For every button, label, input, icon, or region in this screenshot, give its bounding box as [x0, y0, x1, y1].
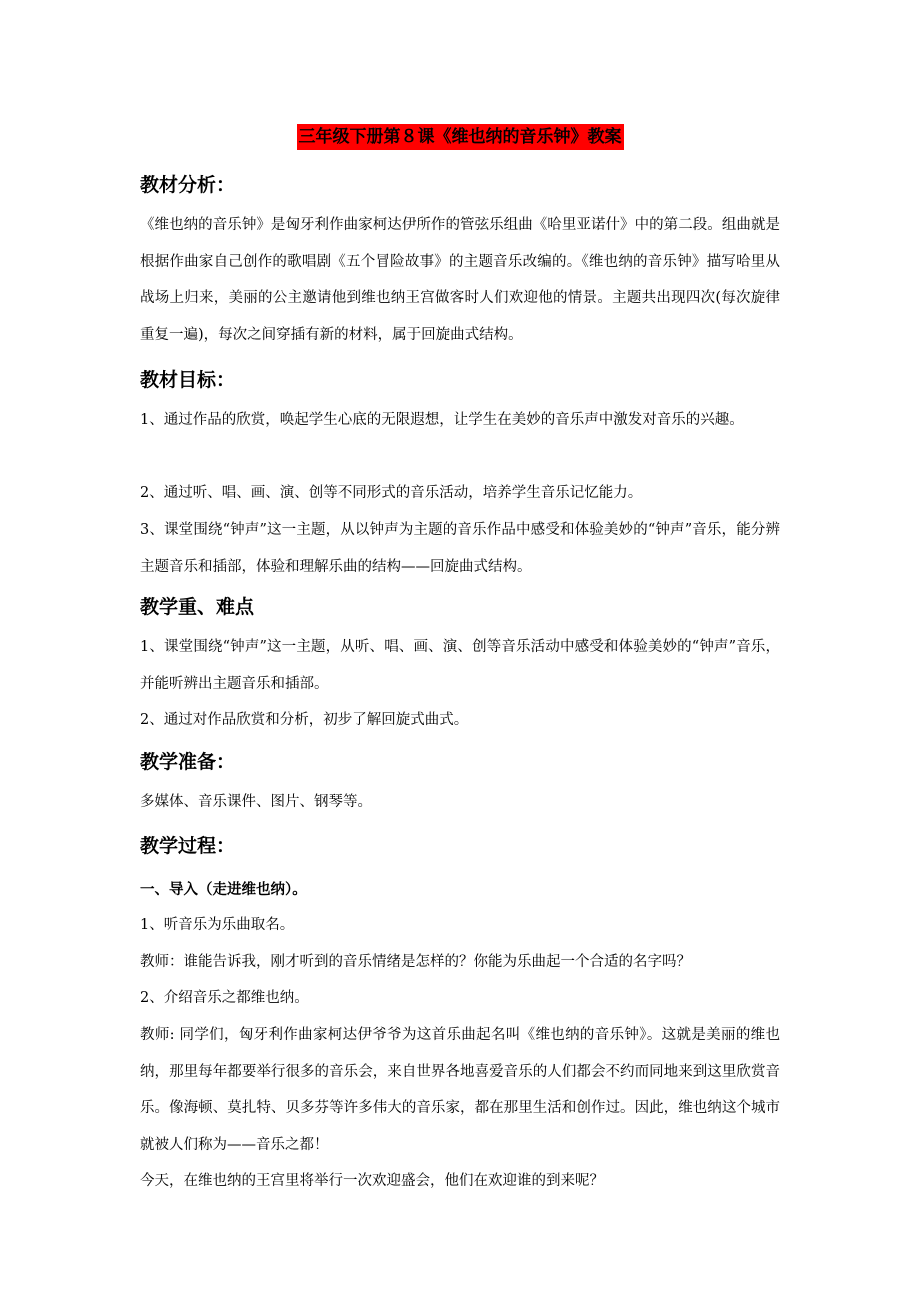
- process-step-title: 一、导入（走进维也纳）。: [140, 882, 307, 898]
- goal-item-3: 3、课堂围绕“钟声”这一主题，从以钟声为主题的音乐作品中感受和体验美妙的“钟声”音乐，能分辨主题音乐和插部，体验和理解乐曲的结构——回旋曲式结构。: [140, 522, 780, 575]
- analysis-paragraph: 《维也纳的音乐钟》是匈牙利作曲家柯达伊所作的管弦乐组曲《哈里亚诺什》中的第二段。组曲就是根据作曲家自己创作的歌唱剧《五个冒险故事》的主题音乐改编的。《维也纳的音乐钟》描写哈里从战场上归来，美丽的公主邀请他到维也纳王宫做客时人们欢迎他的情景。主题共出现四次(每次旋律重复一遍)，每次之间穿插有新的材料，属于回旋曲式结构。: [140, 217, 780, 343]
- process-paragraph-2: 教师：谁能告诉我，刚才听到的音乐情绪是怎样的？你能为乐曲起一个合适的名字吗？: [140, 954, 691, 970]
- process-paragraph-5: 今天，在维也纳的王宫里将举行一次欢迎盛会，他们在欢迎谁的到来呢？: [140, 1173, 604, 1189]
- process-paragraph-4: 教师: 同学们，匈牙利作曲家柯达伊爷爷为这首乐曲起名叫《维也纳的音乐钟》。这就是美丽的维也纳，那里每年都要举行很多的音乐会，来自世界各地喜爱音乐的人们都会不约而同地来到这里欣赏音乐。像海顿、莫扎特、贝多芬等许多伟大的音乐家，都在那里生活和创作过。因此，维也纳这个城市就被人们称为——音乐之都！: [140, 1027, 780, 1153]
- process-paragraph-3: 2、介绍音乐之都维也纳。: [140, 990, 309, 1006]
- title-container: [140, 124, 780, 150]
- process-paragraph-1: 1、听音乐为乐曲取名。: [140, 917, 295, 933]
- heading-preparation: 教学准备：: [140, 751, 236, 773]
- goal-item-1: 1、通过作品的欣赏，唤起学生心底的无限遐想，让学生在美妙的音乐声中激发对音乐的兴趣。: [140, 412, 744, 428]
- heading-analysis: 教材分析：: [140, 174, 236, 196]
- heading-goals: 教材目标：: [140, 369, 236, 391]
- heading-process: 教学过程：: [140, 835, 236, 857]
- heading-key-points: 教学重、难点: [140, 596, 255, 618]
- key-point-item-2: 2、通过对作品欣赏和分析，初步了解回旋式曲式。: [140, 712, 469, 728]
- document-title: 三年级下册第８课《维也纳的音乐钟》教案: [297, 124, 624, 150]
- preparation-paragraph: 多媒体、音乐课件、图片、钢琴等。: [140, 794, 372, 810]
- goal-item-2: 2、通过听、唱、画、演、创等不同形式的音乐活动，培养学生音乐记忆能力。: [140, 485, 643, 501]
- key-point-item-1: 1、课堂围绕“钟声”这一主题，从听、唱、画、演、创等音乐活动中感受和体验美妙的“钟声”音乐，并能听辨出主题音乐和插部。: [140, 639, 780, 692]
